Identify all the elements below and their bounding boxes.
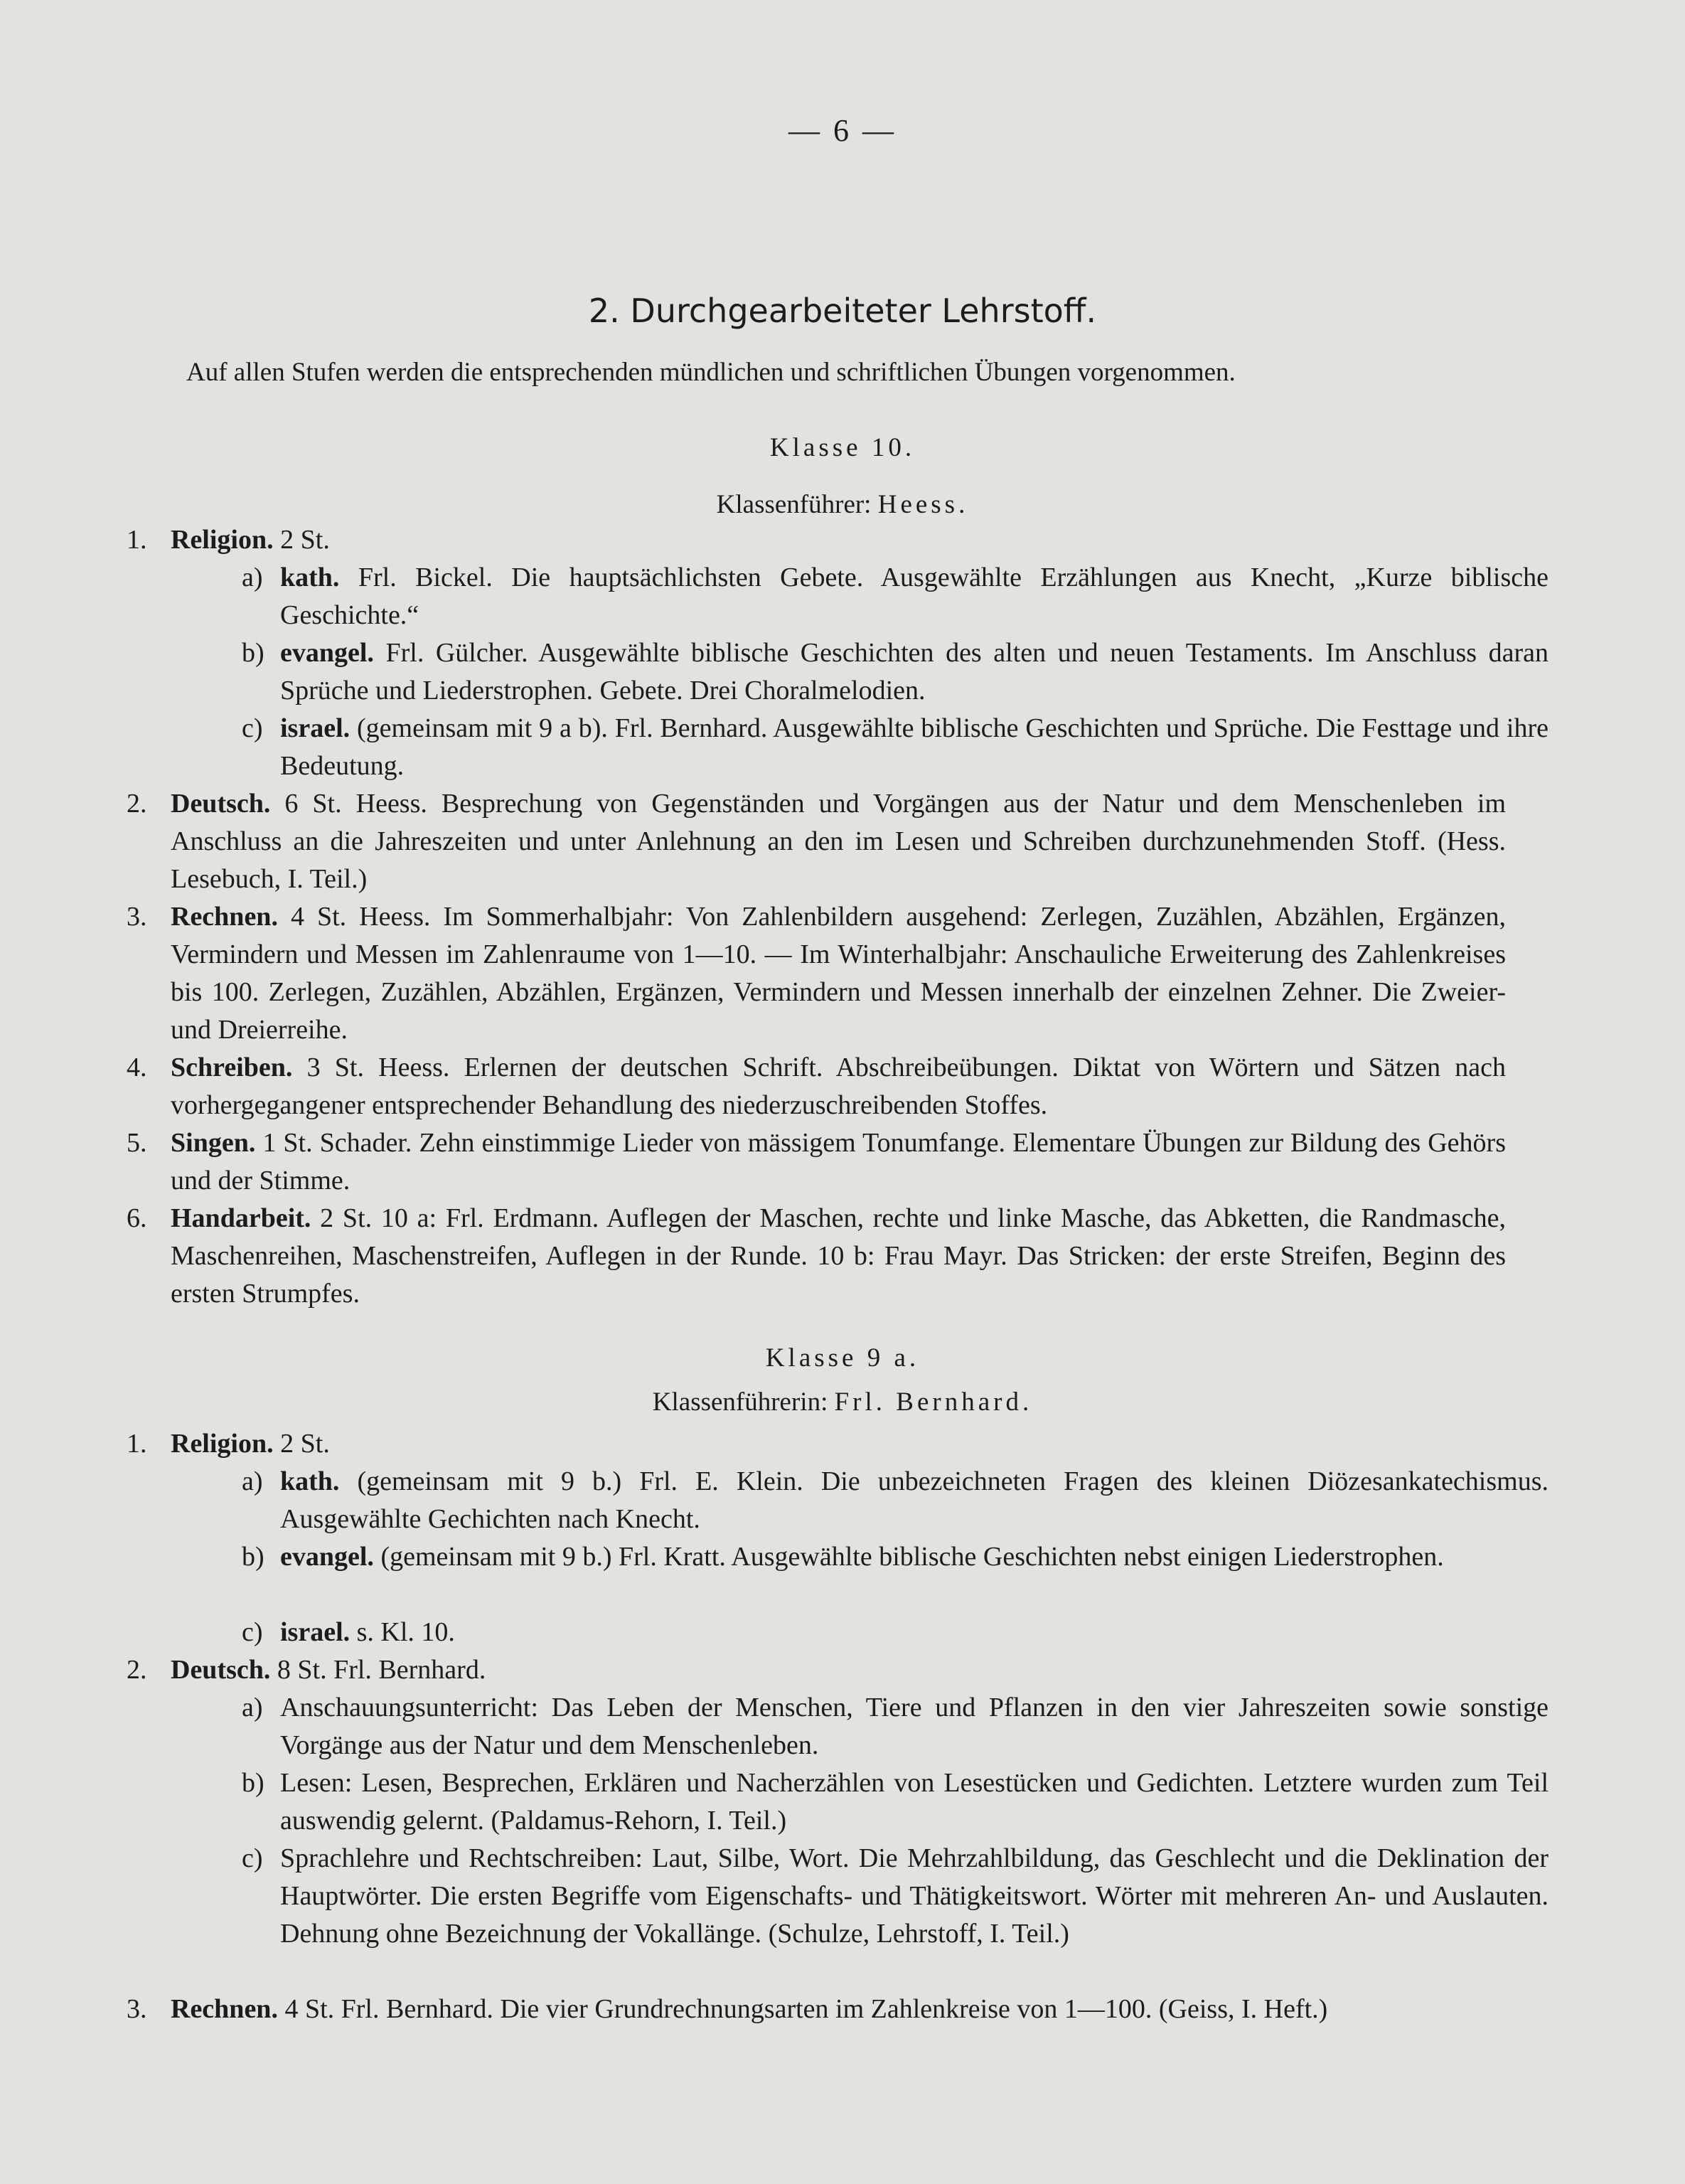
k9a-religion-israel [242,1614,1548,1651]
subject-label: Rechnen. [171,902,278,932]
subject-text: 2 St. [273,525,330,555]
k9a-deutsch-b [242,1764,1548,1840]
subject-text: 2 St. [273,1429,330,1459]
sub-item-letter: a) [242,1693,263,1722]
klasse-10-leader [0,489,1685,520]
denomination-label: evangel. [280,638,374,668]
denomination-text: Frl. Gülcher. Ausgewählte biblische Geschichten des alten und neuen Testaments. Im Anschluss daran Sprüche und Liederstrophen. Gebete. Drei Choralmelodien. [280,638,1548,705]
item-number: 1. [127,525,147,555]
item-number: 4. [127,1053,147,1082]
item-number: 3. [127,1994,147,2024]
intro-paragraph: Auf allen Stufen werden die entsprechenden mündlichen und schriftlichen Übungen vorgenommen. [186,358,1236,387]
denomination-text: s. Kl. 10. [350,1617,455,1647]
subject-label: Handarbeit. [171,1203,311,1233]
subject-label: Rechnen. [171,1994,278,2024]
item-number: 1. [127,1429,147,1459]
sub-item-letter: a) [242,1466,263,1496]
leader-name: Heess. [877,490,969,519]
section-heading: 2. Durchgearbeiteter Lehrstoff. [588,292,1097,330]
k10-religion-kath [242,559,1548,634]
sub-item-letter: a) [242,563,263,592]
k10-religion-israel [242,710,1548,785]
denomination-label: evangel. [280,1542,374,1572]
k9a-religion [127,1425,1506,1463]
k10-handarbeit [127,1200,1506,1313]
item-number: 2. [127,1655,147,1685]
denomination-text: Frl. Bickel. Die hauptsächlichsten Gebete. Ausgewählte Erzählungen aus Knecht, „Kurze biblische Geschichte.“ [280,563,1548,630]
sub-item-text: Lesen: Lesen, Besprechen, Erklären und Nacherzählen von Lesestücken und Gedichten. Letztere wurden zum Teil auswendig gelernt. (Paldamus-Rehorn, I. Teil.) [280,1768,1548,1836]
sub-item-letter: b) [242,1542,264,1572]
subject-text: 4 St. Heess. Im Sommerhalbjahr: Von Zahlenbildern ausgehend: Zerlegen, Zuzählen, Abzählen, Ergänzen, Vermindern und Messen im Zahlenraume von 1—10. — Im Winterhalbjahr: Anschauliche Erweiterung des Zahlenkreises bis 100. Zerlegen, Zuzählen, Abzählen, Ergänzen, Vermindern und Messen innerhalb der einzelnen Zehner. Die Zweier- und Dreierreihe. [171,902,1506,1045]
k10-religion-evangel [242,634,1548,710]
k10-deutsch [127,785,1506,898]
k9a-deutsch-a [242,1689,1548,1764]
sub-item-letter: b) [242,1768,264,1798]
item-number: 5. [127,1128,147,1158]
klasse-10-title: Klasse 10. [769,433,916,462]
subject-label: Deutsch. [171,789,271,819]
sub-item-text: Sprachlehre und Rechtschreiben: Laut, Silbe, Wort. Die Mehrzahlbildung, das Geschlecht und die Deklination der Hauptwörter. Die ersten Begriffe vom Eigenschafts- und Thätigkeitswort. Wörter mit mehreren An- und Auslauten. Dehnung ohne Bezeichnung der Vokallänge. (Schulze, Lehrstoff, I. Teil.) [280,1843,1548,1949]
sub-item-letter: c) [242,1843,263,1873]
subject-text: 2 St. 10 a: Frl. Erdmann. Auflegen der Maschen, rechte und linke Masche, das Abketten, die Randmasche, Maschenreihen, Maschenstreifen, Auflegen in der Runde. 10 b: Frau Mayr. Das Stricken: der erste Streifen, Beginn des ersten Strumpfes. [171,1203,1506,1309]
item-number: 6. [127,1203,147,1233]
subject-text: 1 St. Schader. Zehn einstimmige Lieder von mässigem Tonumfange. Elementare Übungen zur Bildung des Gehörs und der Stimme. [171,1128,1506,1195]
k9a-deutsch-c [242,1840,1548,1953]
item-number: 3. [127,902,147,932]
k10-rechnen [127,898,1506,1049]
subject-label: Deutsch. [171,1655,271,1685]
denomination-label: israel. [280,713,351,743]
sub-item-text: Anschauungsunterricht: Das Leben der Menschen, Tiere und Pflanzen in den vier Jahreszeiten sowie sonstige Vorgänge aus der Natur und dem Menschenleben. [280,1693,1548,1760]
sub-item-letter: c) [242,713,263,743]
leader-label: Klassenführer: [716,490,872,519]
subject-text: 8 St. Frl. Bernhard. [270,1655,486,1685]
subject-label: Religion. [171,525,274,555]
subject-text: 3 St. Heess. Erlernen der deutschen Schrift. Abschreibeübungen. Diktat von Wörtern und Sätzen nach vorhergegangener entsprechender Behandlung des niederzuschreibenden Stoffes. [171,1053,1506,1120]
subject-label: Religion. [171,1429,274,1459]
k10-religion [127,521,1506,559]
page-number: — 6 — [788,113,897,148]
leader-label: Klassenführerin: [652,1387,828,1417]
k9a-deutsch [127,1651,1506,1689]
item-number: 2. [127,789,147,819]
sub-item-letter: c) [242,1617,263,1647]
leader-name: Frl. Bernhard. [834,1387,1033,1417]
denomination-label: israel. [280,1617,351,1647]
subject-label: Schreiben. [171,1053,293,1082]
subject-label: Singen. [171,1128,256,1158]
k10-schreiben [127,1049,1506,1124]
subject-text: 4 St. Frl. Bernhard. Die vier Grundrechnungsarten im Zahlenkreise von 1—100. (Geiss, I. Heft.) [277,1994,1328,2024]
subject-text: 6 St. Heess. Besprechung von Gegenständen und Vorgängen aus der Natur und dem Menschenleben im Anschluss an die Jahreszeiten und unter Anlehnung an den im Lesen und Schreiben durchzunehmenden Stoff. (Hess. Lesebuch, I. Teil.) [171,789,1506,894]
denomination-label: kath. [280,563,340,592]
sub-item-letter: b) [242,638,264,668]
k10-singen [127,1124,1506,1200]
klasse-9a-title: Klasse 9 a. [765,1343,920,1373]
k9a-rechnen [127,1991,1506,2028]
denomination-text: (gemeinsam mit 9 a b). Frl. Bernhard. Ausgewählte biblische Geschichten und Sprüche. Die Festtage und ihre Bedeutung. [280,713,1548,781]
k9a-religion-evangel [242,1538,1548,1576]
denomination-text: (gemeinsam mit 9 b.) Frl. E. Klein. Die unbezeichneten Fragen des kleinen Diözesankatechismus. Ausgewählte Gechichten nach Knecht. [280,1466,1548,1534]
k9a-religion-kath [242,1463,1548,1538]
denomination-text: (gemeinsam mit 9 b.) Frl. Kratt. Ausgewählte biblische Geschichten nebst einigen Liederstrophen. [373,1542,1444,1572]
denomination-label: kath. [280,1466,340,1496]
klasse-9a-leader [0,1387,1685,1417]
